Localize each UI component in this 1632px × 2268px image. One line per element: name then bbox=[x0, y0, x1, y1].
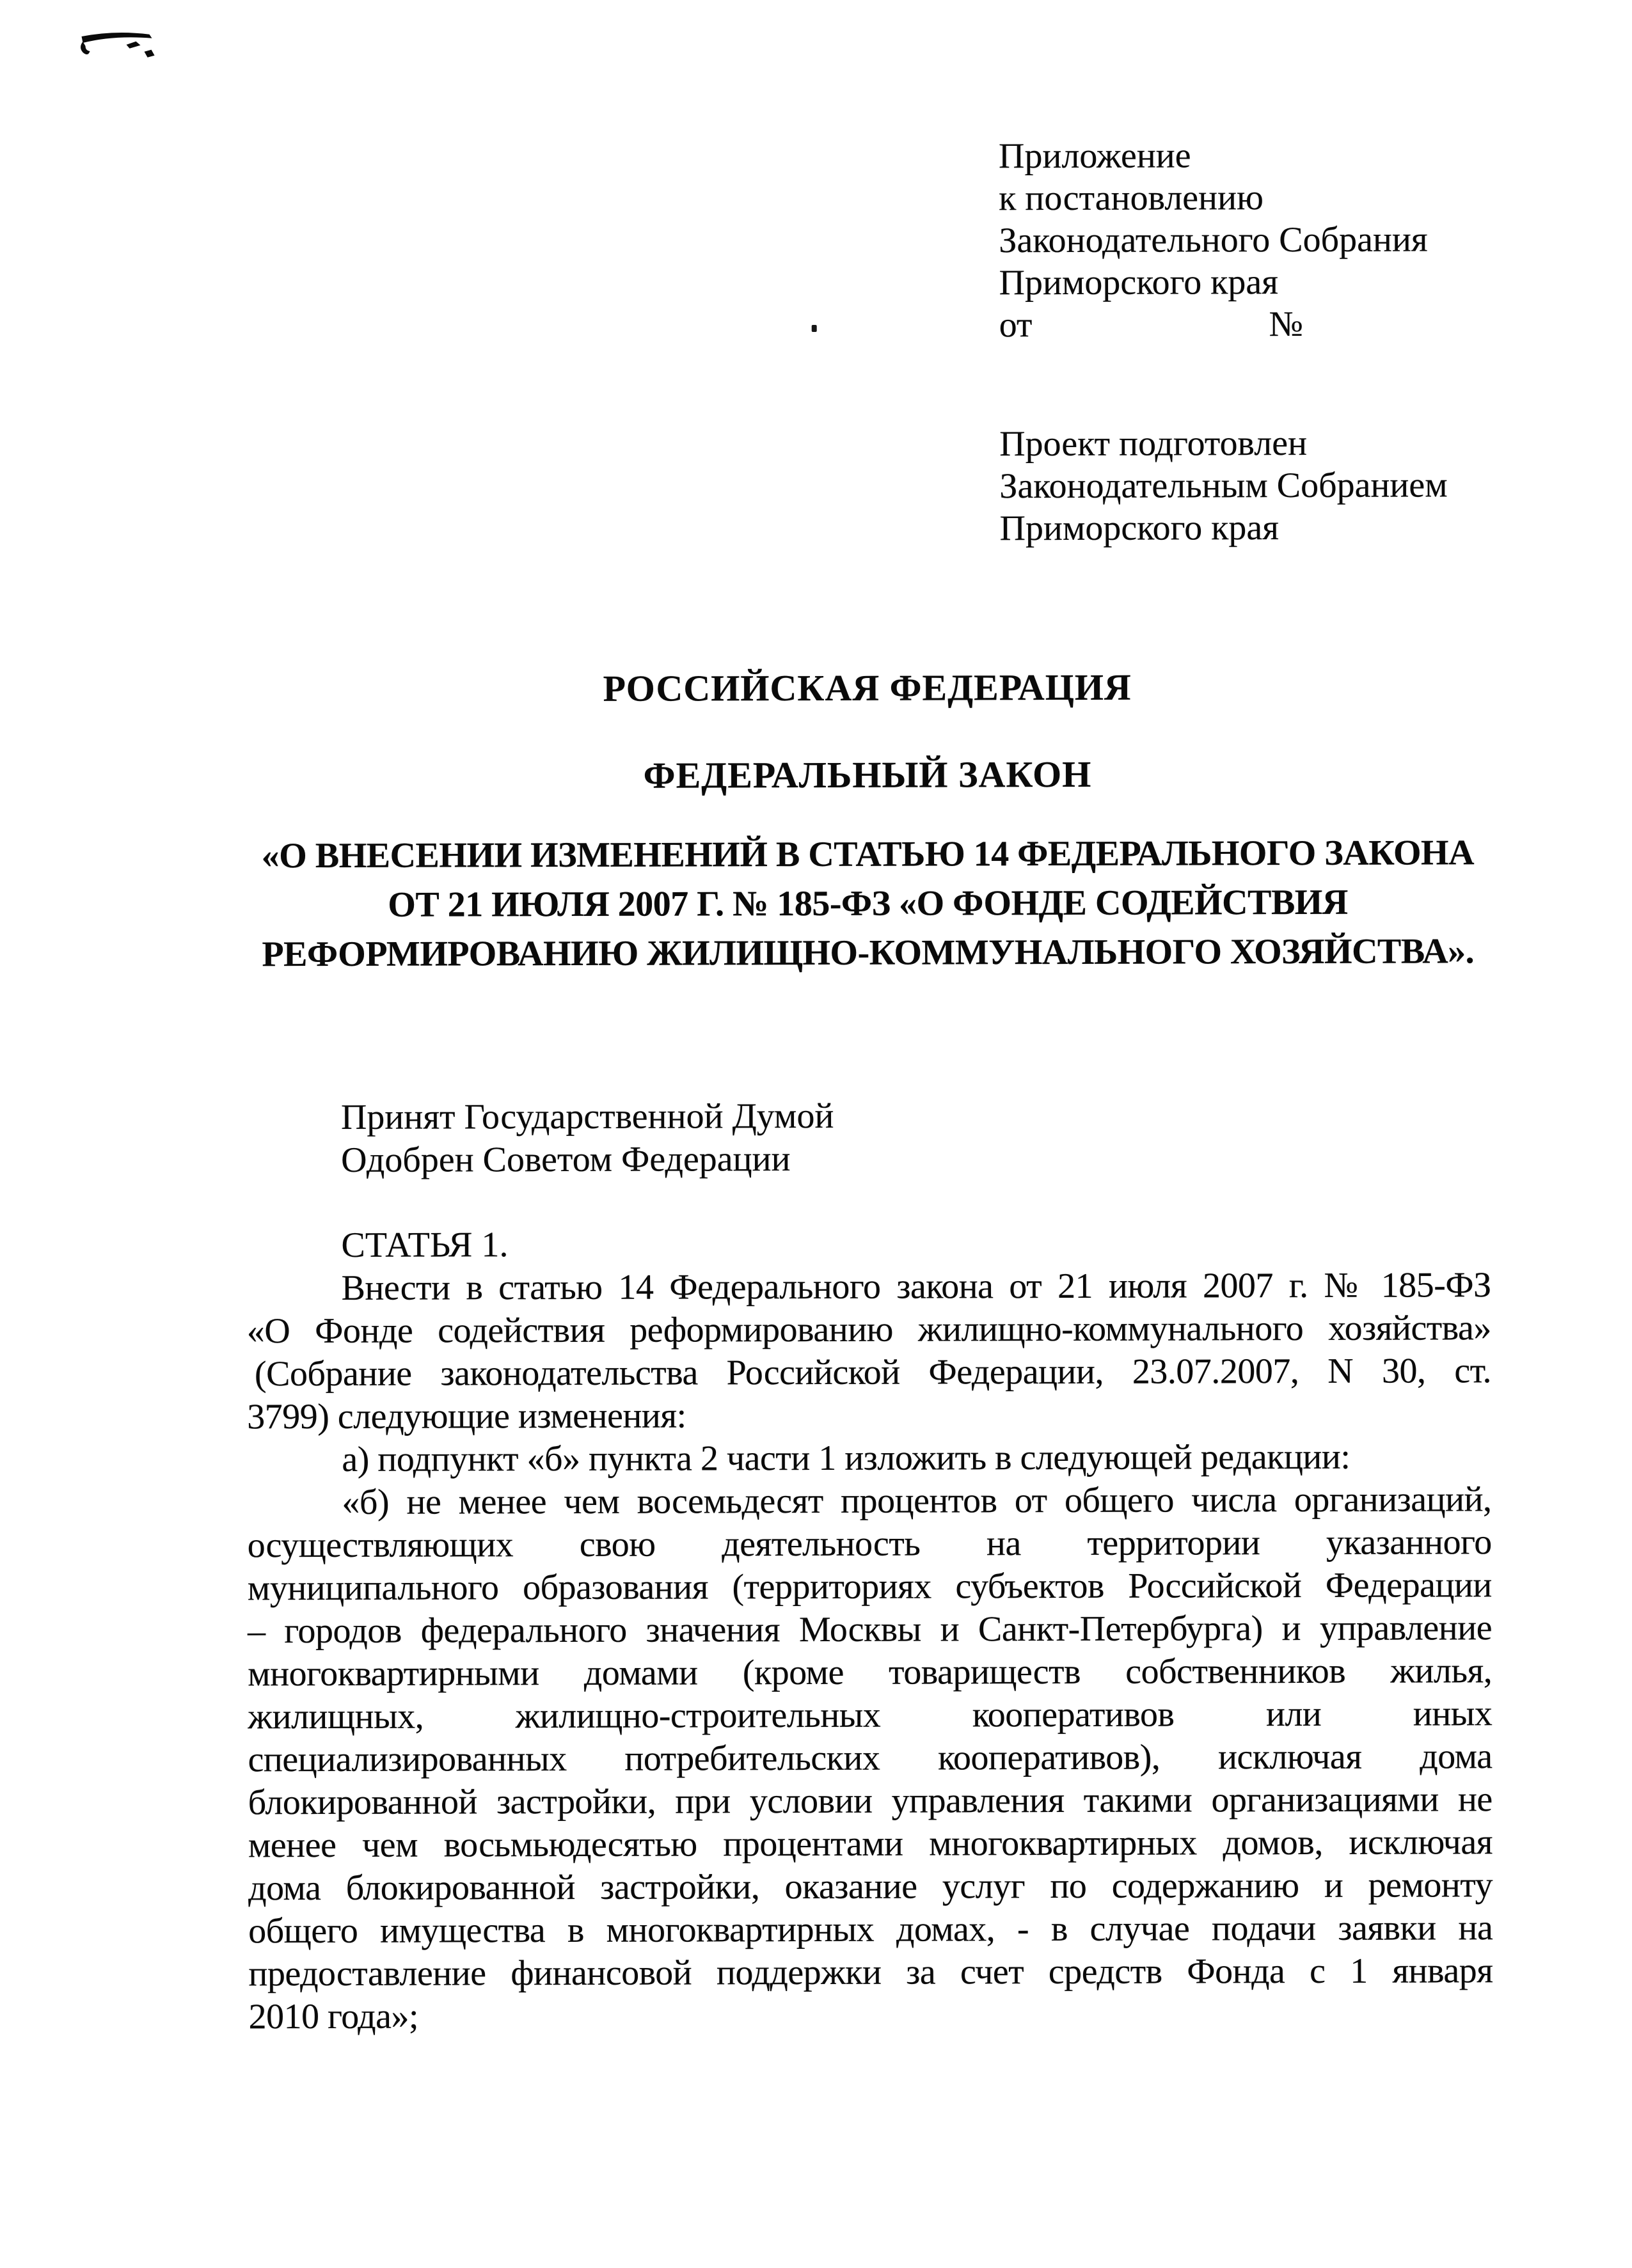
law-type-heading: ФЕДЕРАЛЬНЫЙ ЗАКОН bbox=[643, 753, 1092, 796]
body-line: дома блокированной застройки, оказание услуг по содержанию и ремонту bbox=[248, 1865, 1493, 1909]
annex-line: к постановлению bbox=[999, 178, 1264, 219]
annex-line: Приморского края bbox=[999, 262, 1279, 303]
body-line: многоквартирными домами (кроме товариществ собственников жилья, bbox=[248, 1651, 1493, 1694]
scan-artifact-dot bbox=[812, 325, 817, 332]
body-line: менее чем восьмьюдесятью процентами многоквартирных домов, исключая bbox=[248, 1822, 1493, 1866]
body-line: специализированных потребительских кооперативов), исключая дома bbox=[248, 1736, 1493, 1780]
country-heading: РОССИЙСКАЯ ФЕДЕРАЦИЯ bbox=[603, 666, 1132, 709]
number-sign: № bbox=[1269, 304, 1303, 345]
article-body bbox=[247, 1264, 1493, 2038]
body-line: блокированной застройки, при условии управления такими организациями не bbox=[248, 1779, 1493, 1823]
law-title-line: ОТ 21 ИЮЛЯ 2007 Г. № 185-ФЗ «О ФОНДЕ СОДЕЙСТВИЯ bbox=[388, 882, 1348, 925]
law-title bbox=[246, 828, 1491, 979]
date-from-label: от bbox=[999, 305, 1033, 345]
law-title-line: РЕФОРМИРОВАНИЮ ЖИЛИЩНО-КОММУНАЛЬНОГО ХОЗЯЙСТВА». bbox=[262, 931, 1475, 975]
annex-header-block bbox=[999, 134, 1428, 346]
body-line: «б) не менее чем восемьдесят процентов от общего числа организаций, bbox=[342, 1479, 1492, 1522]
body-line: предоставление финансовой поддержки за счет средств Фонда с 1 января bbox=[248, 1951, 1493, 1994]
body-line: 2010 года»; bbox=[248, 1996, 419, 2037]
law-title-line: «О ВНЕСЕНИИ ИЗМЕНЕНИЙ В СТАТЬЮ 14 ФЕДЕРАЛЬНОГО ЗАКОНА bbox=[261, 833, 1475, 876]
body-line: общего имущества в многоквартирных домах, - в случае подачи заявки на bbox=[248, 1908, 1493, 1951]
prepared-line: Проект подготовлен bbox=[999, 423, 1308, 464]
article-heading: СТАТЬЯ 1. bbox=[341, 1225, 509, 1265]
adoption-block bbox=[341, 1095, 834, 1182]
prepared-line: Приморского края bbox=[999, 508, 1279, 549]
body-line: – городов федерального значения Москвы и Санкт-Петербурга) и управление bbox=[247, 1608, 1493, 1651]
approved-by-council-line: Одобрен Советом Федерации bbox=[341, 1139, 791, 1180]
adopted-by-duma-line: Принят Государственной Думой bbox=[340, 1096, 834, 1137]
prepared-line: Законодательным Собранием bbox=[999, 465, 1448, 507]
body-line: (Собрание законодательства Российской Федерации, 23.07.2007, N 30, ст. bbox=[254, 1351, 1492, 1394]
body-line: Внести в статью 14 Федерального закона от 21 июля 2007 г. № 185-ФЗ bbox=[341, 1265, 1491, 1308]
annex-line: Законодательного Собрания bbox=[999, 219, 1428, 261]
body-line: жилищных, жилищно-строительных кооперативов или иных bbox=[248, 1694, 1493, 1737]
body-line: «О Фонде содействия реформированию жилищно-коммунального хозяйства» bbox=[246, 1308, 1491, 1351]
prepared-by-block bbox=[999, 421, 1448, 549]
scan-artifact-stroke-icon bbox=[75, 29, 161, 67]
body-line: а) подпункт «б» пункта 2 части 1 изложить в следующей редакции: bbox=[342, 1437, 1351, 1479]
body-line: осуществляющих свою деятельность на территории указанного bbox=[247, 1522, 1492, 1566]
body-line: 3799) следующие изменения: bbox=[247, 1396, 686, 1437]
annex-date-number-line bbox=[999, 303, 1428, 346]
scan-artifact-mark bbox=[75, 29, 161, 70]
annex-line: Приложение bbox=[998, 136, 1191, 177]
body-line: муниципального образования (территориях субъектов Российской Федерации bbox=[247, 1565, 1492, 1609]
